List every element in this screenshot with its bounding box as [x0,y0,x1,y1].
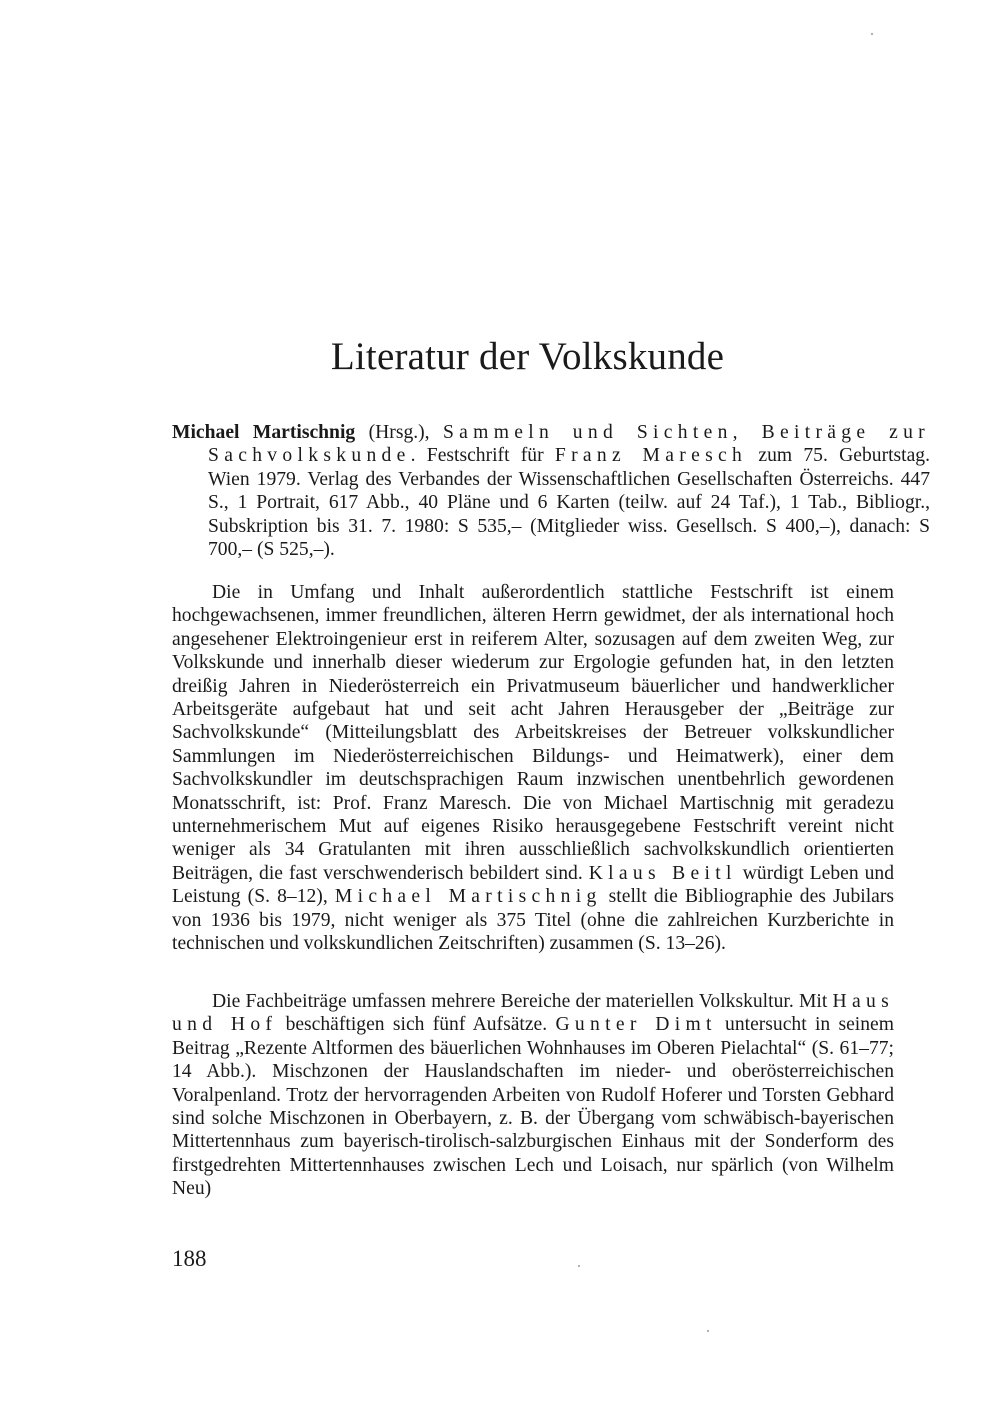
scan-speck [578,1265,580,1267]
paragraph-1-text-a: Die in Umfang und Inhalt außerordentlich stattliche Festschrift ist einem hochgewachsenen, immer freundlichen, älteren Herrn gewidmet, der als international hoch angesehener Elektroingenieur erst in reiferem Alter, sozusagen auf dem zweiten Weg, zur Volkskunde und innerhalb dieser wiederum zur Ergologie gefunden hat, in den letzten dreißig Jahren in Niederösterreich ein Privatmuseum bäuerlicher und handwerklicher Arbeitsgeräte aufgebaut hat und seit acht Jahren Herausgeber der „Beiträge zur Sachvolkskunde“ (Mitteilungsblatt des Arbeitskreises der Betreuer volkskundlicher Sammlungen im Niederösterreichischen Bildungs- und Heimatwerk), einer dem Sachvolkskundler im deutschsprachigen Raum inzwischen unentbehrlich gewordenen Monatsschrift, ist: Prof. Franz Maresch. Die von Michael Martischnig mit geradezu unternehmerischem Mut auf eigenes Risiko herausgegebene Festschrift vereint nicht weniger als 34 Gratulanten mit ihren ausschließlich sachvolkskundlich orientierten Beiträgen, die fast verschwenderisch bebildert sind. [172,582,894,884]
paragraph-1-text-b: würdigt Leben und Leistung (S. 8–12), [172,862,894,908]
reference-author: Michael Martischnig [172,422,356,443]
reference-after-title: . Festschrift für [410,445,555,467]
paragraph-2-topic: Haus und Hof [172,991,894,1036]
bibliographic-reference [172,421,930,561]
scan-speck [707,1330,709,1332]
paragraph-2-name-dimt: Gunter Dimt [555,1014,717,1036]
paragraph-1-name-beitl: Klaus Beitl [588,862,737,884]
paragraph-1-text-c: stellt die Bibliographie des Jubilars von 1936 bis 1979, nicht weniger als 375 Titel (ohne die zahlreichen Kurzberichte in technischen und volkskundlichen Zeitschriften) zusammen (S. 13–26). [172,886,894,955]
paragraph-2-text-c: untersucht in seinem Beitrag „Rezente Altformen des bäuerlichen Wohnhauses im Oberen Pielachtal“ (S. 61–77; 14 Abb.). Mischzonen der Hauslandschaften im nieder- und oberösterreichischen Voralpenland. Trotz der hervorragenden Arbeiten von Rudolf Hoferer und Torsten Gebhard sind solche Mischzonen in Oberbayern, z. B. der Übergang vom schwäbisch-bayerischen Mittertennhaus zum bayerisch-tirolisch-salzburgischen Einhaus mit der Sonderform des firstgedrehten Mittertennhauses zwischen Lech und Loisach, nur spärlich (von Wilhelm Neu) [172,1014,894,1200]
body-paragraph-2 [172,990,894,1201]
reference-honoree: Franz Maresch [554,445,748,467]
page-number: 188 [172,1246,207,1271]
paragraph-2-text-b: beschäftigen sich fünf Aufsätze. [277,1014,556,1036]
paragraph-2-text-a: Die Fachbeiträge umfassen mehrere Bereiche der materiellen Volkskultur. Mit [212,991,833,1012]
reference-details: zum 75. Geburtstag. Wien 1979. Verlag des Verbandes der Wissenschaftlichen Gesellschaften Österreichs. 447 S., 1 Portrait, 617 Abb., 40 Pläne und 6 Karten (teilw. auf 24 Taf.), 1 Tab., Bibliogr., Subskription bis 31. 7. 1980: S 535,– (Mitglieder wiss. Gesellsch. S 400,–), danach: S 700,– (S 525,–). [208,445,930,561]
scan-speck [871,33,873,35]
paragraph-1-name-martischnig: Michael Martischnig [334,886,602,908]
reference-work-title: Sammeln und Sichten, Beiträge zur Sachvolkskunde [208,422,930,467]
reference-role: (Hrsg.), [355,422,443,443]
body-paragraph-1 [172,581,894,956]
page-title: Literatur der Volkskunde [330,335,725,378]
